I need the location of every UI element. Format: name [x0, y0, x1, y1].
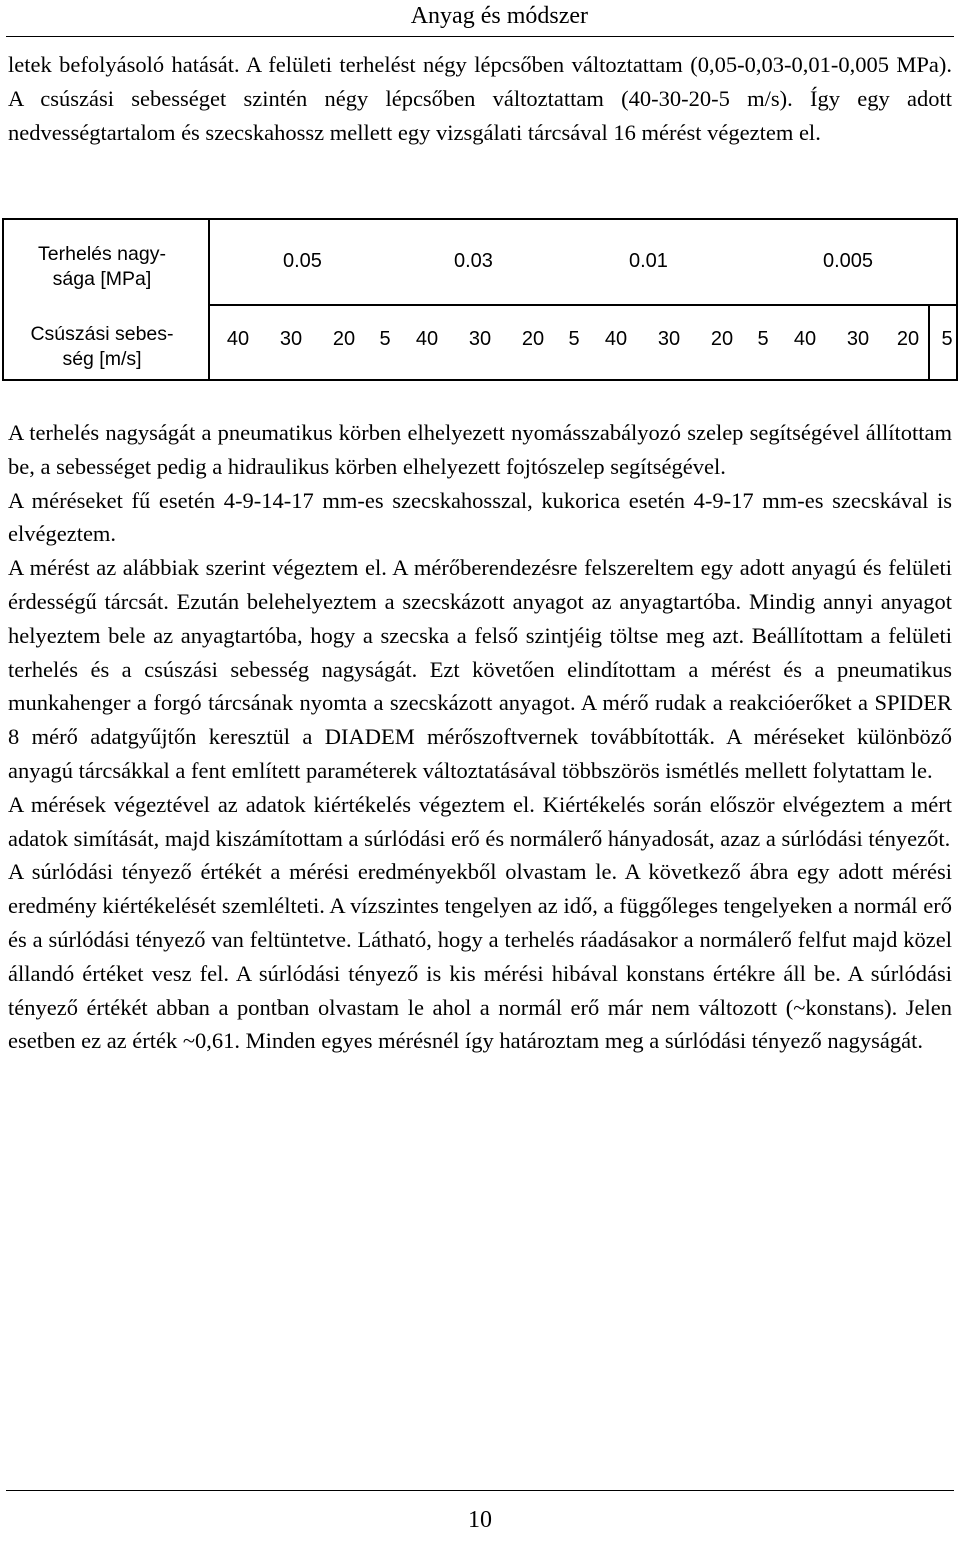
speed-label-line-1: Csúszási sebes-	[30, 323, 174, 345]
chapter-header: Anyag és módszer	[410, 3, 588, 29]
speed-value: 40	[604, 328, 628, 350]
speed-value: 20	[332, 328, 356, 350]
load-value: 0.01	[629, 250, 668, 272]
speed-value: 20	[896, 328, 920, 350]
paragraph: A súrlódási tényező értékét a mérési eredményekből olvastam le. A következő ábra egy adott mérési eredmény kiértékelését szemlélteti. A vízszintes tengelyen az idő, a függőleges tengelyeken a normál erő és a súrlódási tényező van feltüntetve. Látható, hogy a terhelés ráadásakor a normálerő felfut majd közel állandó értéket vesz fel. A súrlódási tényező is kis mérési hibával konstans értékre áll be. A súrlódási tényező értékét abban a pontban olvastam le ahol a normál erő már nem változott (~konstans). Jelen esetben ez az érték ~0,61. Minden egyes mérésnél így határoztam meg a súrlódási tényező nagyságát.	[8, 859, 952, 1054]
paragraph: A mérések végeztével az adatok kiértékelés végeztem el. Kiértékelés során először elvégeztem a mért adatok simítását, majd kiszámítottam a súrlódási erő és normálerő hányadosát, azaz a súrlódási tényezőt.	[8, 791, 952, 851]
paragraph: A mérést az alábbiak szerint végeztem el. A mérőberendezésre felszereltem egy adott anyagú és felületi érdességű tárcsát. Ezután belehelyeztem a szecskázott anyagot az anyagtartóba. Mindig annyi anyagot helyeztem bele az anyagtartóba, hogy a szecska a felső szintjéig töltse meg azt. Beállítottam a felületi terhelés és a csúszási sebesség nagyságát. Ezt követően elindítottam a mérést és a pneumatikus munkahenger a forgó tárcsának nyomta a szecskázott anyagot. A mérő rudak a reakcióerőket a SPIDER 8 mérő adatgyűjtőn keresztül a DIADEM mérőszoftvernek továbbították. A méréseket különböző anyagú tárcsákkal a fent említett paraméterek változtatásával többszörös ismétlés mellett folytattam le.	[8, 555, 952, 783]
load-value: 0.05	[283, 250, 322, 272]
page-number: 10	[468, 1507, 492, 1533]
table-label-divider	[208, 218, 210, 380]
speed-value: 40	[415, 328, 439, 350]
load-label-line-2: sága [MPa]	[52, 268, 152, 290]
speed-value: 5	[941, 328, 953, 350]
speed-value: 5	[757, 328, 769, 350]
speed-value: 5	[568, 328, 580, 350]
paragraph: A méréseket fű esetén 4-9-14-17 mm-es szecskahosszal, kukorica esetén 4-9-17 mm-es szecskával is elvégeztem.	[8, 487, 952, 547]
speed-value: 30	[468, 328, 492, 350]
paragraph: A terhelés nagyságát a pneumatikus körben elhelyezett nyomásszabályozó szelep segítségével állítottam be, a sebességet pedig a hidraulikus körben elhelyezett fojtószelep segítségével.	[8, 420, 952, 479]
speed-value: 5	[379, 328, 391, 350]
parameter-table	[2, 218, 958, 380]
speed-value: 20	[521, 328, 545, 350]
load-value: 0.03	[454, 250, 493, 272]
body-text	[8, 416, 952, 1058]
speed-value: 40	[226, 328, 250, 350]
speed-label	[2, 322, 202, 372]
table-bottom-border	[2, 379, 958, 381]
header-rule	[6, 36, 954, 37]
footer-rule	[6, 1490, 954, 1491]
speed-value: 40	[793, 328, 817, 350]
table-right-border	[956, 218, 958, 380]
intro-paragraph	[8, 48, 952, 149]
load-value: 0.005	[823, 250, 874, 272]
table-top-border	[2, 218, 958, 220]
speed-value: 30	[657, 328, 681, 350]
speed-value: 20	[710, 328, 734, 350]
load-label-line-1: Terhelés nagy-	[38, 243, 166, 265]
speed-label-line-2: ség [m/s]	[62, 348, 142, 370]
table-row-divider	[208, 304, 958, 306]
load-label	[2, 242, 202, 292]
speed-value: 30	[279, 328, 303, 350]
speed-value: 30	[846, 328, 870, 350]
intro-text: letek befolyásoló hatását. A felületi terhelést négy lépcsőben változtattam (0,05-0,03-0,01-0,005 MPa). A csúszási sebességet szintén négy lépcsőben változtattam (40-30-20-5 m/s). Így egy adott nedvességtartalom és szecskahossz mellett egy vizsgálati tárcsával 16 mérést végeztem el.	[8, 52, 952, 145]
